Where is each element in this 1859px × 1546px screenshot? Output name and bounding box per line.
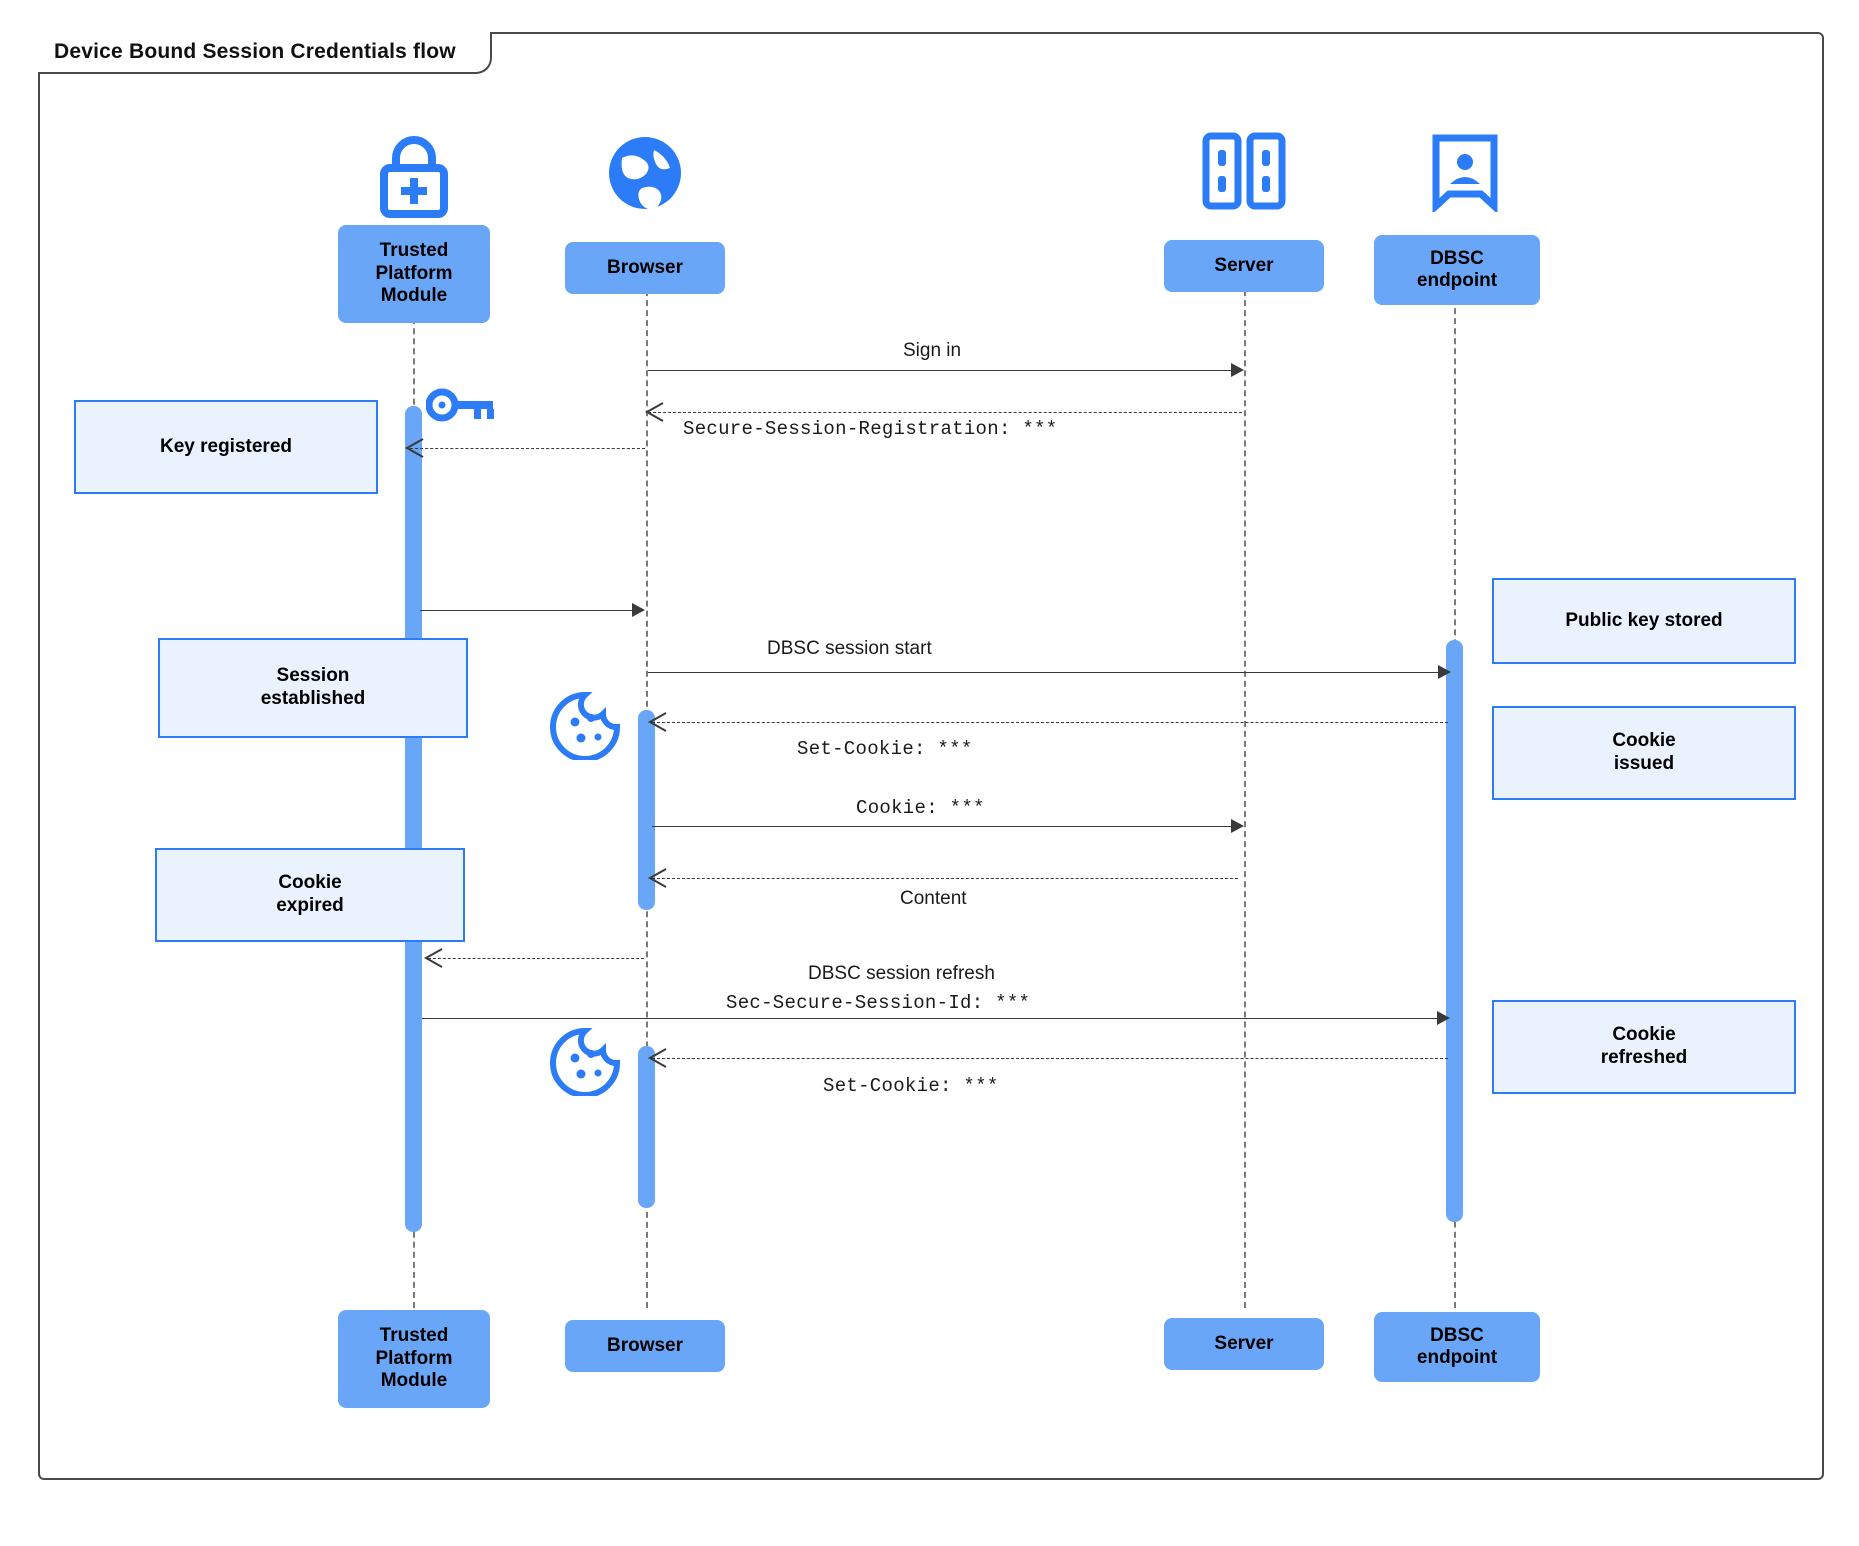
arrow-head-sign-in — [1231, 363, 1244, 377]
arrow-head-secure-session-registration — [643, 400, 665, 429]
message-label-secure-session-registration: Secure-Session-Registration: *** — [683, 418, 1058, 440]
arrow-head-tpm-to-browser — [632, 603, 645, 617]
message-arrow-cookie — [652, 826, 1238, 827]
cookie-icon — [548, 690, 622, 765]
dbsc-bottom-line-1: DBSC — [1430, 1324, 1484, 1346]
note-session-established-label — [261, 665, 366, 711]
message-label-set-cookie-2: Set-Cookie: *** — [823, 1075, 999, 1097]
message-arrow-tpm-to-browser — [420, 610, 640, 611]
dbsc-line-2: endpoint — [1416, 270, 1498, 291]
message-label-content: Content — [900, 888, 967, 909]
participant-dbsc-top[interactable] — [1374, 235, 1540, 305]
participant-tpm-top[interactable] — [338, 225, 490, 323]
note-public-key-stored — [1492, 578, 1796, 664]
note-session-line-1: Session — [276, 665, 350, 687]
server-racks-icon — [1200, 132, 1288, 217]
globe-icon — [602, 130, 688, 221]
lock-plus-icon — [368, 128, 460, 225]
message-arrow-dbsc-session-refresh — [428, 958, 644, 959]
id-badge-icon — [1430, 132, 1500, 217]
note-cookie-issued-line-2: issued — [1613, 753, 1675, 774]
participant-dbsc-label — [1417, 248, 1497, 293]
note-cookie-expired-label — [276, 872, 344, 918]
note-cookie-issued-label — [1612, 730, 1675, 776]
note-key-registered-label: Key registered — [159, 435, 292, 457]
participant-server-bottom[interactable] — [1164, 1318, 1324, 1370]
message-label-dbsc-session-start: DBSC session start — [767, 638, 932, 659]
note-session-line-2: established — [260, 688, 366, 709]
participant-browser-bottom-label: Browser — [606, 1334, 684, 1356]
participant-tpm-bottom[interactable] — [338, 1310, 490, 1408]
message-label-set-cookie-1: Set-Cookie: *** — [797, 738, 973, 760]
note-cookie-issued-line-1: Cookie — [1612, 730, 1676, 752]
participant-server-top[interactable] — [1164, 240, 1324, 292]
diagram-title: Device Bound Session Credentials flow — [38, 32, 492, 74]
note-cookie-refreshed-line-1: Cookie — [1612, 1024, 1676, 1046]
note-cookie-expired-line-1: Cookie — [278, 872, 342, 894]
dbsc-bottom-line-2: endpoint — [1416, 1347, 1498, 1368]
note-cookie-expired-line-2: expired — [276, 895, 344, 916]
activation-dbsc — [1446, 640, 1463, 1222]
participant-browser-bottom[interactable] — [565, 1320, 725, 1372]
arrow-head-dbsc-session-start — [1438, 665, 1451, 679]
tpm-line-2: Platform — [375, 262, 453, 284]
message-arrow-sec-secure-session-id — [422, 1018, 1444, 1019]
lifeline-server — [1244, 250, 1246, 1308]
dbsc-line-1: DBSC — [1430, 247, 1484, 269]
tpm-bottom-line-2: Platform — [375, 1347, 453, 1369]
arrow-head-set-cookie-2 — [646, 1046, 668, 1075]
message-arrow-set-cookie-1 — [652, 722, 1448, 723]
arrow-head-content — [646, 866, 668, 895]
tpm-line-1: Trusted — [379, 240, 449, 262]
tpm-line-3: Module — [380, 285, 448, 307]
note-cookie-refreshed — [1492, 1000, 1796, 1094]
note-cookie-refreshed-label — [1601, 1024, 1688, 1070]
arrow-head-sec-secure-session-id — [1437, 1011, 1450, 1025]
cookie-icon-2 — [548, 1026, 622, 1101]
participant-dbsc-bottom-label — [1417, 1325, 1497, 1370]
participant-server-bottom-label: Server — [1214, 1332, 1274, 1354]
tpm-bottom-line-1: Trusted — [379, 1325, 449, 1347]
note-key-registered — [74, 400, 378, 494]
arrow-head-cookie — [1231, 819, 1244, 833]
note-cookie-expired — [155, 848, 465, 942]
message-arrow-set-cookie-2 — [652, 1058, 1448, 1059]
arrow-head-key-registered — [403, 436, 425, 465]
participant-browser-top[interactable] — [565, 242, 725, 294]
note-cookie-issued — [1492, 706, 1796, 800]
message-arrow-secure-session-registration — [648, 412, 1242, 413]
message-label-cookie: Cookie: *** — [856, 797, 985, 819]
message-label-dbsc-session-refresh: DBSC session refresh — [808, 963, 995, 984]
note-session-established — [158, 638, 468, 738]
tpm-bottom-line-3: Module — [380, 1370, 448, 1392]
participant-dbsc-bottom[interactable] — [1374, 1312, 1540, 1382]
participant-server-label: Server — [1214, 254, 1274, 276]
note-cookie-refreshed-line-2: refreshed — [1600, 1047, 1688, 1068]
participant-tpm-label — [375, 240, 452, 307]
message-label-sign-in: Sign in — [903, 340, 962, 361]
message-arrow-content — [652, 878, 1238, 879]
arrow-head-dbsc-session-refresh — [422, 946, 444, 975]
activation-tpm — [405, 406, 422, 1232]
note-public-key-stored-label: Public key stored — [1565, 609, 1723, 631]
participant-browser-label: Browser — [606, 256, 684, 278]
arrow-head-set-cookie-1 — [646, 710, 668, 739]
participant-tpm-bottom-label — [375, 1325, 452, 1392]
message-label-sec-secure-session-id: Sec-Secure-Session-Id: *** — [726, 992, 1031, 1014]
key-icon — [426, 382, 496, 433]
message-arrow-key-registered — [410, 448, 645, 449]
message-arrow-sign-in — [648, 370, 1238, 371]
message-arrow-dbsc-session-start — [648, 672, 1448, 673]
